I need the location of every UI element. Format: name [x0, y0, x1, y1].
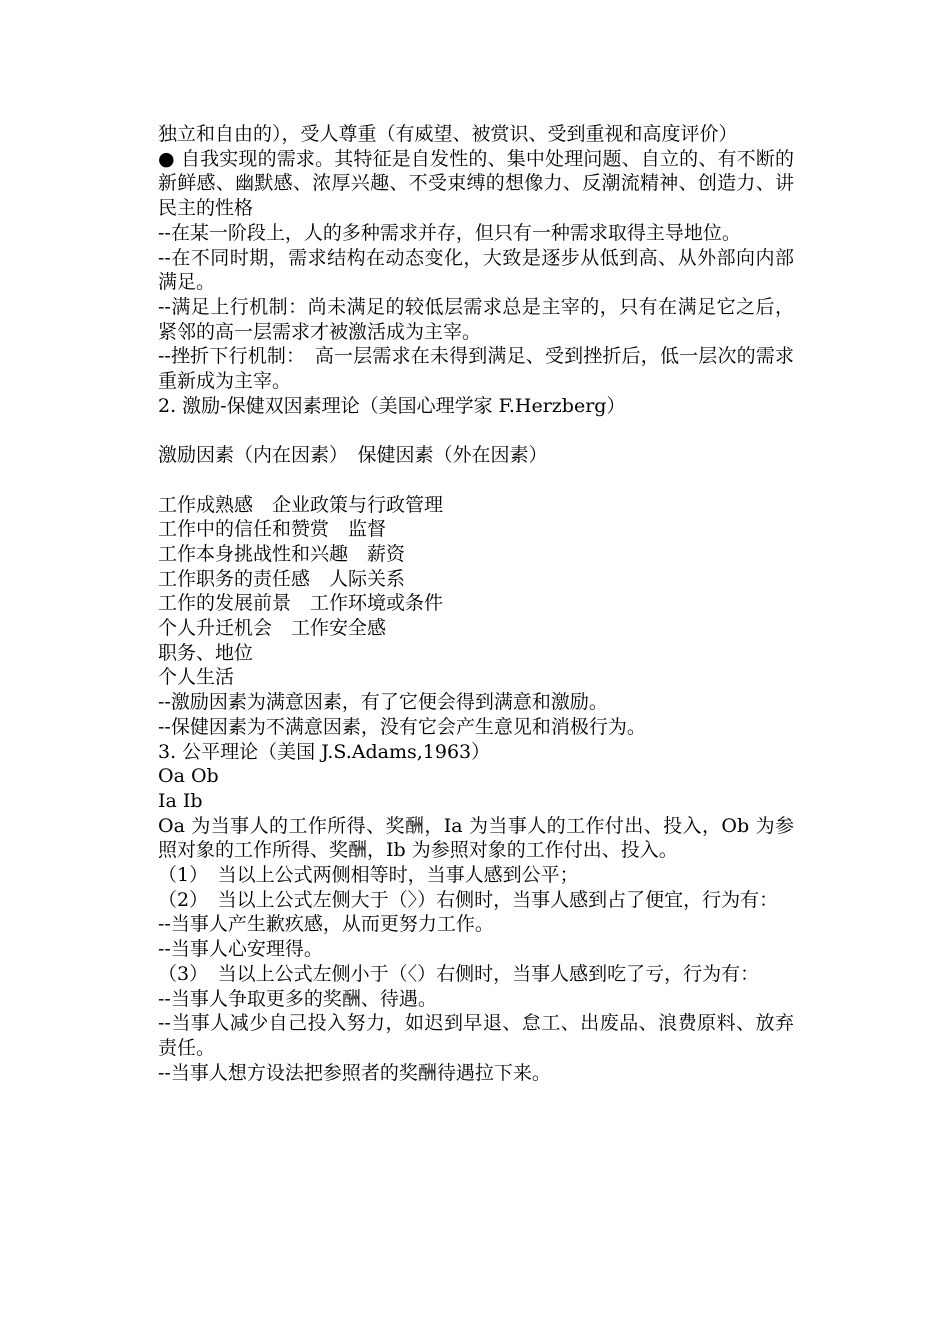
- formula-numerator: Oa Ob: [158, 765, 219, 788]
- blank-line: [158, 418, 794, 443]
- case-less: （3） 当以上公式左侧小于（〈）右侧时，当事人感到吃了亏，行为有：: [158, 962, 760, 985]
- paragraph-motivators: --激励因素为满意因素，有了它便会得到满意和激励。: [158, 691, 608, 714]
- case-equal: （1） 当以上公式两侧相等时，当事人感到公平；: [158, 864, 579, 887]
- factor-row: 个人生活: [158, 666, 235, 689]
- case-greater-behavior: --当事人心安理得。: [158, 938, 323, 961]
- factor-row: 工作中的信任和赞赏 监督: [158, 518, 387, 541]
- paragraph-hygiene-factors: --保健因素为不满意因素，没有它会产生意见和消极行为。: [158, 715, 646, 738]
- factor-row: 工作职务的责任感 人际关系: [158, 567, 406, 590]
- case-less-behavior: --当事人想方设法把参照者的奖酬待遇拉下来。: [158, 1061, 551, 1084]
- paragraph-formula-definition: Oa 为当事人的工作所得、奖酬，Ia 为当事人的工作付出、投入，Ob 为参照对象的工作所得、奖酬，Ib 为参照对象的工作付出、投入。: [158, 814, 794, 862]
- case-less-behavior: --当事人减少自己投入努力，如迟到早退、怠工、出废品、浪费原料、放弃责任。: [158, 1012, 794, 1059]
- heading-equity-theory: 3. 公平理论（美国 J.S.Adams,1963）: [158, 740, 491, 763]
- factor-row: 工作的发展前景 工作环境或条件: [158, 592, 444, 615]
- document-page: [158, 122, 794, 1085]
- paragraph-esteem-needs-continued: 独立和自由的），受人尊重（有威望、被赏识、受到重视和高度评价）: [158, 123, 738, 145]
- case-greater: （2） 当以上公式左侧大于（〉）右侧时，当事人感到占了便宜，行为有：: [158, 888, 779, 911]
- paragraph-downward-mechanism: --挫折下行机制： 高一层需求在未得到满足、受到挫折后，低一层次的需求重新成为主宰。: [158, 345, 794, 393]
- blank-line: [158, 468, 794, 493]
- factor-row: 工作成熟感 企业政策与行政管理: [158, 493, 444, 516]
- factor-row: 个人升迁机会 工作安全感: [158, 617, 387, 640]
- paragraph-coexisting-needs: --在某一阶段上，人的多种需求并存，但只有一种需求取得主导地位。: [158, 221, 741, 244]
- case-less-behavior: --当事人争取更多的奖酬、待遇。: [158, 987, 437, 1010]
- paragraph-dynamic-needs: --在不同时期，需求结构在动态变化，大致是逐步从低到高、从外部向内部满足。: [158, 246, 794, 294]
- heading-two-factor-theory: 2. 激励-保健双因素理论（美国心理学家 F.Herzberg）: [158, 394, 626, 417]
- formula-denominator: Ia Ib: [158, 789, 203, 812]
- factor-row: 工作本身挑战性和兴趣 薪资: [158, 542, 406, 565]
- paragraph-upward-mechanism: --满足上行机制：尚未满足的较低层需求总是主宰的，只有在满足它之后，紧邻的高一层需求才被激活成为主宰。: [158, 295, 794, 343]
- factor-row: 职务、地位: [158, 641, 254, 664]
- factor-table-header: 激励因素（内在因素） 保健因素（外在因素）: [158, 444, 548, 467]
- paragraph-self-actualization: ● 自我实现的需求。其特征是自发性的、集中处理问题、自立的、有不断的新鲜感、幽默感、浓厚兴趣、不受束缚的想像力、反潮流精神、创造力、讲民主的性格: [158, 147, 794, 220]
- case-greater-behavior: --当事人产生歉疚感，从而更努力工作。: [158, 913, 494, 936]
